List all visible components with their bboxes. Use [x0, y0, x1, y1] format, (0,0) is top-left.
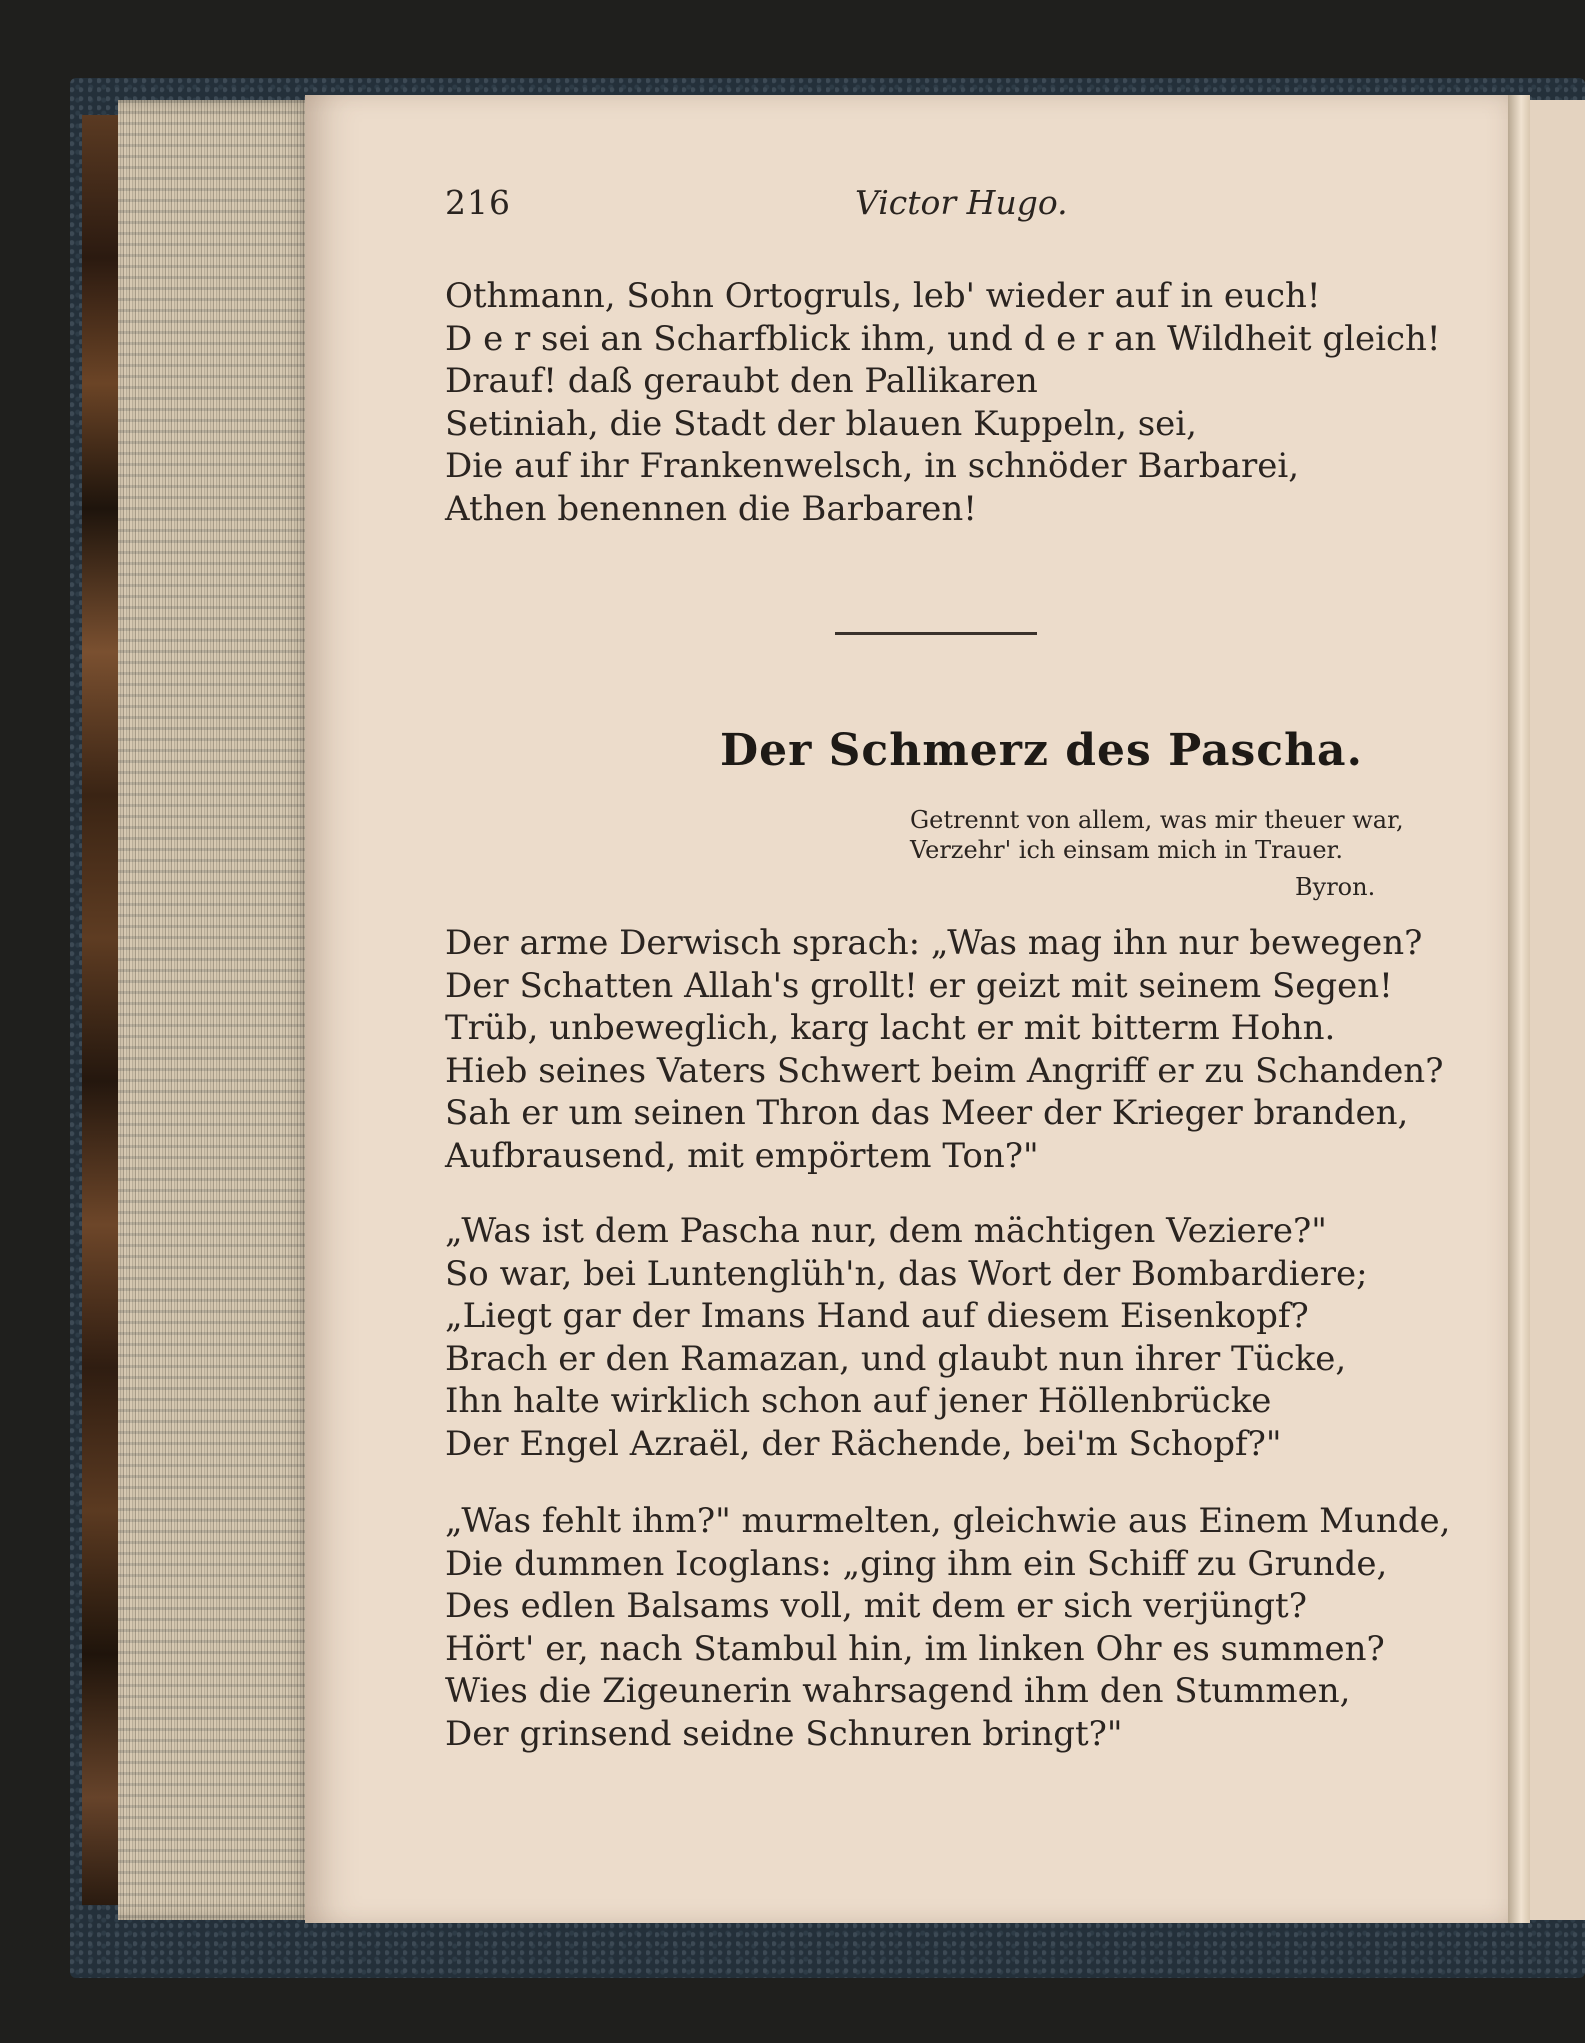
verse-line: Der Engel Azraël, der Rächende, bei'm Schopf?": [445, 1423, 1282, 1464]
book-page: [305, 95, 1523, 1923]
verse-line: „Was ist dem Pascha nur, dem mächtigen Veziere?": [445, 1211, 1327, 1251]
page-header: [445, 183, 1345, 223]
verse-line: D e r sei an Scharfblick ihm, und d e r an Wildheit gleich!: [445, 318, 1441, 359]
verse-line: Hieb seines Vaters Schwert beim Angriff er zu Schanden?: [445, 1050, 1444, 1091]
section-divider: [835, 632, 1037, 635]
verse-line: Die auf ihr Frankenwelsch, in schnöder Barbarei,: [445, 446, 1300, 486]
book-gutter: [1508, 95, 1530, 1923]
stanza-2: [445, 1210, 1368, 1465]
verse-line: Brach er den Ramazan, und glaubt nun ihrer Tücke,: [445, 1338, 1347, 1379]
verse-line: Wies die Zigeunerin wahrsagend ihm den Stummen,: [445, 1671, 1351, 1711]
running-head: Victor Hugo.: [855, 183, 1068, 222]
verse-line: „Was fehlt ihm?" murmelten, gleichwie aus Einem Munde,: [445, 1501, 1451, 1541]
epigraph-line: Verzehr' ich einsam mich in Trauer.: [910, 836, 1343, 864]
epigraph-line: Getrennt von allem, was mir theuer war,: [910, 806, 1404, 834]
epigraph-author: Byron.: [1295, 873, 1376, 901]
verse-line: Hört' er, nach Stambul hin, im linken Ohr es summen?: [445, 1628, 1385, 1669]
verse-line: Othmann, Sohn Ortogruls, leb' wieder auf in euch!: [445, 276, 1321, 316]
verse-line: Setiniah, die Stadt der blauen Kuppeln, sei,: [445, 403, 1197, 444]
stanza-3: [445, 1500, 1450, 1755]
facing-page: [1530, 100, 1585, 1920]
verse-line: Der grinsend seidne Schnuren bringt?": [445, 1713, 1123, 1754]
verse-line: Des edlen Balsams voll, mit dem er sich verjüngt?: [445, 1586, 1307, 1626]
verse-line: Drauf! daß geraubt den Pallikaren: [445, 361, 1038, 401]
epigraph: [910, 805, 1404, 865]
verse-line: Athen benennen die Barbaren!: [445, 488, 977, 529]
verse-line: Aufbrausend, mit empörtem Ton?": [445, 1135, 1039, 1176]
page-edges: [118, 100, 318, 1920]
verse-line: So war, bei Luntenglüh'n, das Wort der Bombardiere;: [445, 1253, 1368, 1294]
verse-line: Ihn halte wirklich schon auf jener Höllenbrücke: [445, 1381, 1272, 1421]
verse-line: Der Schatten Allah's grollt! er geizt mit seinem Segen!: [445, 965, 1393, 1006]
verse-line: Trüb, unbeweglich, karg lacht er mit bitterm Hohn.: [445, 1008, 1336, 1048]
verse-line: „Liegt gar der Imans Hand auf diesem Eisenkopf?: [445, 1296, 1309, 1336]
page-number: 216: [445, 183, 511, 222]
verse-line: Die dummen Icoglans: „ging ihm ein Schiff zu Grunde,: [445, 1543, 1388, 1584]
stanza-1: [445, 922, 1443, 1177]
verse-line: Der arme Derwisch sprach: „Was mag ihn nur bewegen?: [445, 923, 1423, 963]
verse-line: Sah er um seinen Thron das Meer der Krieger branden,: [445, 1093, 1409, 1133]
poem-title: Der Schmerz des Pascha.: [720, 725, 1363, 776]
closing-stanza: [445, 275, 1441, 530]
